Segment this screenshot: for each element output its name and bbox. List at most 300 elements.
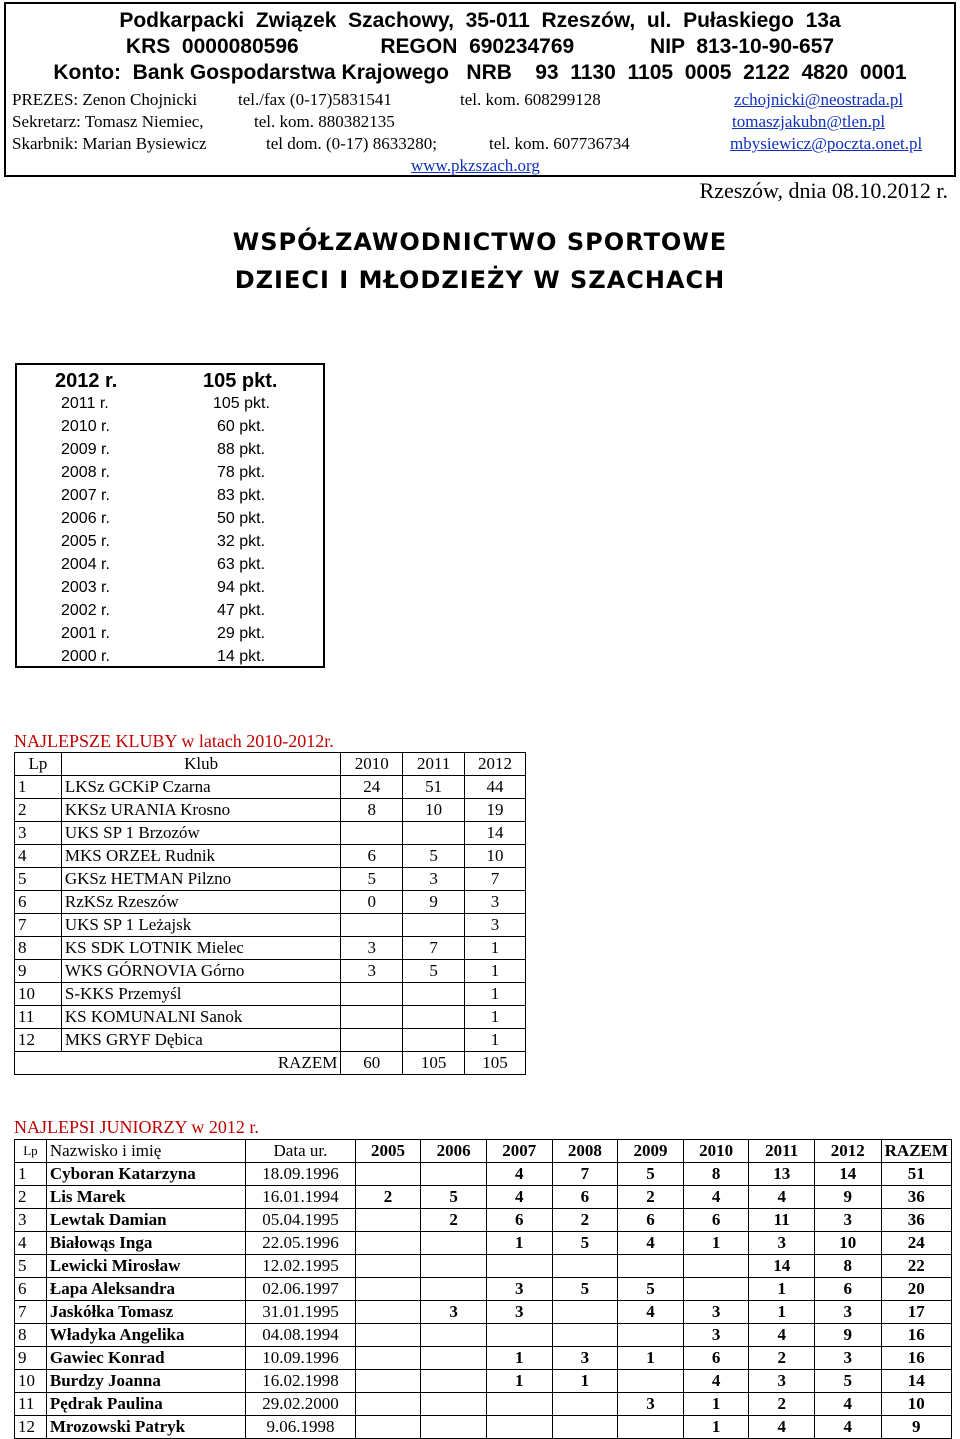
junior-lp: 3 — [15, 1209, 47, 1232]
points-year: 2000 r. — [61, 648, 110, 665]
col-header: 2005 — [355, 1140, 421, 1163]
junior-name: Lewicki Mirosław — [46, 1255, 245, 1278]
pts-2006 — [421, 1393, 487, 1416]
table-row — [15, 1255, 952, 1278]
club-2012: 1 — [465, 1006, 526, 1029]
pts-2010: 4 — [683, 1370, 749, 1393]
table-row — [15, 799, 526, 822]
pts-total: 20 — [881, 1278, 951, 1301]
table-row — [15, 1347, 952, 1370]
club-2010 — [341, 914, 403, 937]
club-2012: 1 — [465, 937, 526, 960]
clubs-table — [14, 752, 526, 1075]
pts-2011: 3 — [749, 1232, 815, 1255]
club-2010: 5 — [341, 868, 403, 891]
club-2010: 3 — [341, 960, 403, 983]
club-2011: 10 — [403, 799, 465, 822]
club-2010 — [341, 983, 403, 1006]
contact-phone: tel./fax (0-17)5831541 — [238, 90, 392, 109]
pts-2009: 4 — [618, 1301, 684, 1324]
pts-2009: 4 — [618, 1232, 684, 1255]
pts-2010: 6 — [683, 1347, 749, 1370]
col-header: 2009 — [618, 1140, 684, 1163]
club-2011: 5 — [403, 845, 465, 868]
club-lp: 3 — [15, 822, 62, 845]
club-name: S-KKS Przemyśl — [61, 983, 340, 1006]
club-2011 — [403, 983, 465, 1006]
junior-lp: 9 — [15, 1347, 47, 1370]
clubs-heading: NAJLEPSZE KLUBY w latach 2010-2012r. — [14, 731, 334, 751]
table-row — [15, 1232, 952, 1255]
pts-2007: 3 — [486, 1301, 552, 1324]
pts-2006: 5 — [421, 1186, 487, 1209]
letterhead-account: Konto: Bank Gospodarstwa Krajowego NRB 93 1130 1105 0005 2122 4820 0001 — [53, 61, 907, 84]
club-name: UKS SP 1 Leżajsk — [61, 914, 340, 937]
club-lp: 10 — [15, 983, 62, 1006]
page-title-line1: WSPÓŁZAWODNICTWO SPORTOWE — [232, 228, 728, 256]
points-year: 2006 r. — [61, 510, 110, 527]
points-value: 14 pkt. — [217, 648, 266, 665]
club-name: UKS SP 1 Brzozów — [61, 822, 340, 845]
junior-lp: 5 — [15, 1255, 47, 1278]
junior-birthdate: 31.01.1995 — [246, 1301, 356, 1324]
pts-2007: 1 — [486, 1370, 552, 1393]
pts-total: 24 — [881, 1232, 951, 1255]
pts-2008 — [552, 1416, 618, 1439]
pts-2010 — [683, 1255, 749, 1278]
junior-name: Władyka Angelika — [46, 1324, 245, 1347]
pts-2008 — [552, 1393, 618, 1416]
pts-2009: 5 — [618, 1163, 684, 1186]
col-header: Lp — [15, 1140, 47, 1163]
pts-2011: 1 — [749, 1278, 815, 1301]
contact-role: Skarbnik: Marian Bysiewicz — [12, 134, 207, 153]
pts-2007: 1 — [486, 1232, 552, 1255]
pts-2010: 4 — [683, 1186, 749, 1209]
website-link[interactable]: www.pkzszach.org — [411, 156, 540, 175]
pts-2006 — [421, 1324, 487, 1347]
table-row — [15, 983, 526, 1006]
junior-lp: 10 — [15, 1370, 47, 1393]
pts-2006 — [421, 1370, 487, 1393]
junior-name: Cyboran Katarzyna — [46, 1163, 245, 1186]
points-year: 2005 r. — [61, 533, 110, 550]
table-row — [15, 937, 526, 960]
pts-2009 — [618, 1324, 684, 1347]
pts-2011: 2 — [749, 1347, 815, 1370]
points-year: 2003 r. — [61, 579, 110, 596]
contact-role: PREZES: Zenon Chojnicki — [12, 90, 198, 109]
pts-total: 9 — [881, 1416, 951, 1439]
club-2012: 3 — [465, 891, 526, 914]
table-row — [15, 891, 526, 914]
table-row — [15, 1370, 952, 1393]
juniors-heading: NAJLEPSI JUNIORZY w 2012 r. — [14, 1117, 259, 1137]
club-2010 — [341, 1006, 403, 1029]
points-value: 29 pkt. — [217, 625, 266, 642]
club-2011: 3 — [403, 868, 465, 891]
club-2012: 44 — [465, 776, 526, 799]
club-lp: 5 — [15, 868, 62, 891]
letterhead-address: Podkarpacki Związek Szachowy, 35-011 Rzeszów, ul. Pułaskiego 13a — [119, 9, 841, 32]
pts-2009: 2 — [618, 1186, 684, 1209]
junior-birthdate: 10.09.1996 — [246, 1347, 356, 1370]
pts-2011: 4 — [749, 1324, 815, 1347]
club-2010: 24 — [341, 776, 403, 799]
table-row — [15, 776, 526, 799]
pts-2012: 3 — [815, 1347, 882, 1370]
junior-birthdate: 18.09.1996 — [246, 1163, 356, 1186]
pts-2007: 1 — [486, 1347, 552, 1370]
pts-2005: 2 — [355, 1186, 421, 1209]
club-2011: 51 — [403, 776, 465, 799]
junior-birthdate: 16.01.1994 — [246, 1186, 356, 1209]
points-value: 88 pkt. — [217, 441, 266, 458]
points-value: 83 pkt. — [217, 487, 266, 504]
pts-2009 — [618, 1370, 684, 1393]
pts-2008 — [552, 1301, 618, 1324]
points-year: 2007 r. — [61, 487, 110, 504]
pts-2005 — [355, 1278, 421, 1301]
club-2012: 1 — [465, 983, 526, 1006]
pts-2009: 3 — [618, 1393, 684, 1416]
total-2011: 105 — [403, 1052, 465, 1075]
pts-2009 — [618, 1255, 684, 1278]
club-2012: 14 — [465, 822, 526, 845]
pts-2012: 5 — [815, 1370, 882, 1393]
pts-2009: 1 — [618, 1347, 684, 1370]
club-2010: 8 — [341, 799, 403, 822]
juniors-table — [14, 1139, 952, 1439]
pts-2008: 2 — [552, 1209, 618, 1232]
pts-2008 — [552, 1255, 618, 1278]
points-year: 2004 r. — [61, 556, 110, 573]
points-value: 105 pkt. — [213, 395, 270, 412]
junior-birthdate: 29.02.2000 — [246, 1393, 356, 1416]
pts-2011: 3 — [749, 1370, 815, 1393]
junior-name: Łapa Aleksandra — [46, 1278, 245, 1301]
col-header: 2012 — [815, 1140, 882, 1163]
pts-2011: 4 — [749, 1416, 815, 1439]
club-name: MKS ORZEŁ Rudnik — [61, 845, 340, 868]
document-date: Rzeszów, dnia 08.10.2012 r. — [699, 178, 948, 203]
junior-birthdate: 05.04.1995 — [246, 1209, 356, 1232]
club-lp: 12 — [15, 1029, 62, 1052]
junior-name: Gawiec Konrad — [46, 1347, 245, 1370]
pts-2009: 6 — [618, 1209, 684, 1232]
pts-2009: 5 — [618, 1278, 684, 1301]
club-name: KS SDK LOTNIK Mielec — [61, 937, 340, 960]
pts-2005 — [355, 1416, 421, 1439]
junior-name: Białowąs Inga — [46, 1232, 245, 1255]
pts-2012: 4 — [815, 1393, 882, 1416]
total-2012: 105 — [465, 1052, 526, 1075]
club-lp: 2 — [15, 799, 62, 822]
junior-name: Mrozowski Patryk — [46, 1416, 245, 1439]
points-year: 2008 r. — [61, 464, 110, 481]
pts-2010: 1 — [683, 1416, 749, 1439]
table-row — [15, 960, 526, 983]
club-2012: 7 — [465, 868, 526, 891]
pts-2011: 11 — [749, 1209, 815, 1232]
club-2011 — [403, 1029, 465, 1052]
pts-2010: 3 — [683, 1301, 749, 1324]
points-year: 2012 r. — [55, 370, 118, 392]
points-value: 105 pkt. — [203, 370, 278, 392]
points-value: 47 pkt. — [217, 602, 266, 619]
totals-row — [15, 1052, 526, 1075]
table-row — [15, 1301, 952, 1324]
junior-lp: 7 — [15, 1301, 47, 1324]
club-name: RzKSz Rzeszów — [61, 891, 340, 914]
col-header: Klub — [61, 753, 340, 776]
pts-2007: 6 — [486, 1209, 552, 1232]
table-row — [15, 1278, 952, 1301]
col-header: 2012 — [465, 753, 526, 776]
pts-2006 — [421, 1255, 487, 1278]
junior-lp: 1 — [15, 1163, 47, 1186]
col-header: Lp — [15, 753, 62, 776]
table-row — [15, 914, 526, 937]
pts-2009 — [618, 1416, 684, 1439]
points-value: 32 pkt. — [217, 533, 266, 550]
col-header: 2011 — [749, 1140, 815, 1163]
pts-2011: 1 — [749, 1301, 815, 1324]
pts-2006 — [421, 1232, 487, 1255]
club-lp: 6 — [15, 891, 62, 914]
pts-2010: 3 — [683, 1324, 749, 1347]
points-value: 94 pkt. — [217, 579, 266, 596]
club-2011: 9 — [403, 891, 465, 914]
col-header: Nazwisko i imię — [46, 1140, 245, 1163]
pts-2007: 4 — [486, 1163, 552, 1186]
pts-2006: 3 — [421, 1301, 487, 1324]
points-value: 60 pkt. — [217, 418, 266, 435]
junior-birthdate: 16.02.1998 — [246, 1370, 356, 1393]
pts-total: 14 — [881, 1370, 951, 1393]
table-row — [15, 1416, 952, 1439]
pts-2008: 6 — [552, 1186, 618, 1209]
pts-2012: 3 — [815, 1301, 882, 1324]
club-2010: 3 — [341, 937, 403, 960]
pts-2005 — [355, 1232, 421, 1255]
club-lp: 7 — [15, 914, 62, 937]
table-row — [15, 868, 526, 891]
table-row — [15, 1006, 526, 1029]
table-row — [15, 845, 526, 868]
col-header: 2006 — [421, 1140, 487, 1163]
points-year: 2011 r. — [61, 395, 109, 412]
points-year: 2010 r. — [61, 418, 110, 435]
junior-name: Burdzy Joanna — [46, 1370, 245, 1393]
junior-lp: 8 — [15, 1324, 47, 1347]
junior-name: Lis Marek — [46, 1186, 245, 1209]
junior-birthdate: 04.08.1994 — [246, 1324, 356, 1347]
contact-mobile: tel. kom. 607736734 — [489, 134, 630, 153]
junior-lp: 4 — [15, 1232, 47, 1255]
pts-2012: 9 — [815, 1324, 882, 1347]
pts-total: 36 — [881, 1209, 951, 1232]
club-name: WKS GÓRNOVIA Górno — [61, 960, 340, 983]
club-2010: 6 — [341, 845, 403, 868]
points-year: 2009 r. — [61, 441, 110, 458]
table-row — [15, 1163, 952, 1186]
yearly-points-box — [15, 363, 325, 668]
col-header: Data ur. — [246, 1140, 356, 1163]
pts-total: 51 — [881, 1163, 951, 1186]
table-row — [15, 1324, 952, 1347]
pts-2007 — [486, 1393, 552, 1416]
junior-birthdate: 22.05.1996 — [246, 1232, 356, 1255]
totals-label: RAZEM — [61, 1052, 340, 1075]
pts-2006: 2 — [421, 1209, 487, 1232]
pts-2012: 6 — [815, 1278, 882, 1301]
pts-2005 — [355, 1393, 421, 1416]
pts-2010: 1 — [683, 1232, 749, 1255]
pts-2005 — [355, 1209, 421, 1232]
pts-2008: 5 — [552, 1232, 618, 1255]
col-header: 2007 — [486, 1140, 552, 1163]
junior-lp: 2 — [15, 1186, 47, 1209]
col-header: 2011 — [403, 753, 465, 776]
junior-lp: 12 — [15, 1416, 47, 1439]
junior-lp: 6 — [15, 1278, 47, 1301]
pts-2005 — [355, 1347, 421, 1370]
pts-2006 — [421, 1347, 487, 1370]
pts-2011: 14 — [749, 1255, 815, 1278]
points-value: 50 pkt. — [217, 510, 266, 527]
junior-birthdate: 9.06.1998 — [246, 1416, 356, 1439]
table-row — [15, 1029, 526, 1052]
junior-birthdate: 02.06.1997 — [246, 1278, 356, 1301]
pts-2005 — [355, 1255, 421, 1278]
club-2012: 1 — [465, 960, 526, 983]
club-2012: 3 — [465, 914, 526, 937]
pts-2006 — [421, 1163, 487, 1186]
junior-name: Pędrak Paulina — [46, 1393, 245, 1416]
col-header: 2010 — [341, 753, 403, 776]
pts-2007 — [486, 1416, 552, 1439]
points-year: 2002 r. — [61, 602, 110, 619]
table-row — [15, 1393, 952, 1416]
contact-role: Sekretarz: Tomasz Niemiec, — [12, 112, 204, 131]
points-value: 78 pkt. — [217, 464, 266, 481]
pts-2005 — [355, 1301, 421, 1324]
pts-total: 17 — [881, 1301, 951, 1324]
pts-2010: 1 — [683, 1393, 749, 1416]
pts-2012: 9 — [815, 1186, 882, 1209]
pts-total: 16 — [881, 1347, 951, 1370]
pts-2008: 5 — [552, 1278, 618, 1301]
club-lp: 11 — [15, 1006, 62, 1029]
contact-email-link[interactable]: mbysiewicz@poczta.onet.pl — [730, 134, 923, 153]
pts-2010: 6 — [683, 1209, 749, 1232]
junior-name: Lewtak Damian — [46, 1209, 245, 1232]
letterhead — [4, 2, 956, 177]
pts-2012: 14 — [815, 1163, 882, 1186]
club-lp: 4 — [15, 845, 62, 868]
pts-total: 16 — [881, 1324, 951, 1347]
letterhead-registry: KRS 0000080596 REGON 690234769 NIP 813-10-90-657 — [125, 35, 835, 58]
club-lp: 8 — [15, 937, 62, 960]
club-lp: 9 — [15, 960, 62, 983]
pts-2007 — [486, 1324, 552, 1347]
pts-total: 10 — [881, 1393, 951, 1416]
pts-2011: 4 — [749, 1186, 815, 1209]
points-year: 2001 r. — [61, 625, 110, 642]
pts-2006 — [421, 1416, 487, 1439]
pts-total: 36 — [881, 1186, 951, 1209]
club-name: KKSz URANIA Krosno — [61, 799, 340, 822]
pts-2011: 2 — [749, 1393, 815, 1416]
total-2010: 60 — [341, 1052, 403, 1075]
pts-2008 — [552, 1324, 618, 1347]
club-lp: 1 — [15, 776, 62, 799]
club-2012: 10 — [465, 845, 526, 868]
table-row — [15, 1209, 952, 1232]
pts-2012: 4 — [815, 1416, 882, 1439]
club-2010 — [341, 822, 403, 845]
club-2011: 5 — [403, 960, 465, 983]
contact-email-link[interactable]: zchojnicki@neostrada.pl — [734, 90, 904, 109]
totals-spacer — [15, 1052, 62, 1075]
col-header: RAZEM — [881, 1140, 951, 1163]
pts-2005 — [355, 1163, 421, 1186]
col-header: 2010 — [683, 1140, 749, 1163]
pts-2010 — [683, 1278, 749, 1301]
pts-2005 — [355, 1324, 421, 1347]
junior-name: Jaskółka Tomasz — [46, 1301, 245, 1324]
club-name: MKS GRYF Dębica — [61, 1029, 340, 1052]
page-title-line2: DZIECI I MŁODZIEŻY W SZACHACH — [234, 266, 726, 294]
club-name: KS KOMUNALNI Sanok — [61, 1006, 340, 1029]
club-2011 — [403, 822, 465, 845]
contact-phone: tel dom. (0-17) 8633280; — [266, 134, 437, 153]
club-2011: 7 — [403, 937, 465, 960]
pts-2012: 10 — [815, 1232, 882, 1255]
junior-lp: 11 — [15, 1393, 47, 1416]
table-row — [15, 1186, 952, 1209]
table-header-row — [15, 1140, 952, 1163]
contact-phone: tel. kom. 880382135 — [254, 112, 395, 131]
col-header: 2008 — [552, 1140, 618, 1163]
pts-2012: 8 — [815, 1255, 882, 1278]
pts-2008: 1 — [552, 1370, 618, 1393]
club-2012: 19 — [465, 799, 526, 822]
pts-2008: 7 — [552, 1163, 618, 1186]
table-header-row — [15, 753, 526, 776]
pts-2012: 3 — [815, 1209, 882, 1232]
junior-birthdate: 12.02.1995 — [246, 1255, 356, 1278]
contact-email-link[interactable]: tomaszjakubn@tlen.pl — [732, 112, 886, 131]
club-2011 — [403, 1006, 465, 1029]
club-name: GKSz HETMAN Pilzno — [61, 868, 340, 891]
club-name: LKSz GCKiP Czarna — [61, 776, 340, 799]
pts-2008: 3 — [552, 1347, 618, 1370]
pts-total: 22 — [881, 1255, 951, 1278]
pts-2011: 13 — [749, 1163, 815, 1186]
pts-2006 — [421, 1278, 487, 1301]
pts-2007: 4 — [486, 1186, 552, 1209]
pts-2007: 3 — [486, 1278, 552, 1301]
pts-2005 — [355, 1370, 421, 1393]
club-2010: 0 — [341, 891, 403, 914]
table-row — [15, 822, 526, 845]
pts-2007 — [486, 1255, 552, 1278]
club-2010 — [341, 1029, 403, 1052]
contact-mobile: tel. kom. 608299128 — [460, 90, 601, 109]
pts-2010: 8 — [683, 1163, 749, 1186]
